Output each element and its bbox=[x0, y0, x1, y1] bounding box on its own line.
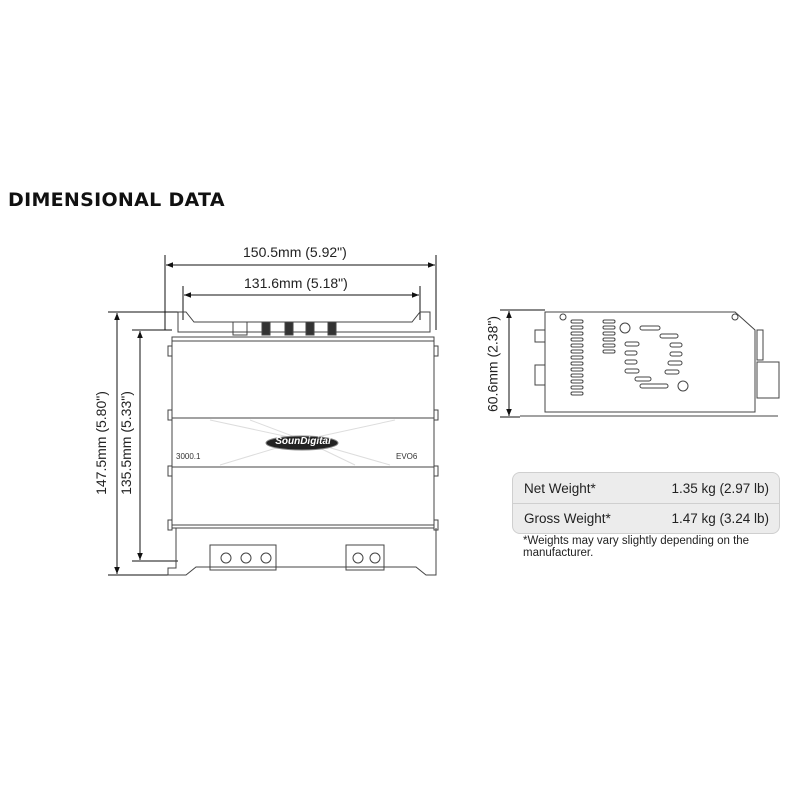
overall-width-label: 150.5mm (5.92") bbox=[243, 244, 347, 260]
series-label: EVO6 bbox=[396, 452, 418, 461]
body-width-label: 131.6mm (5.18") bbox=[244, 275, 348, 291]
model-label: 3000.1 bbox=[176, 452, 201, 461]
weight-value: 1.47 kg (3.24 lb) bbox=[671, 511, 769, 526]
weight-label: Net Weight* bbox=[524, 480, 596, 496]
weights-table bbox=[512, 472, 780, 534]
overall-length-label: 147.5mm (5.80") bbox=[93, 391, 109, 495]
brand-logo: SounDigital bbox=[275, 436, 331, 447]
page-title: DIMENSIONAL DATA bbox=[8, 189, 225, 211]
vent-slots bbox=[571, 320, 682, 395]
weight-value: 1.35 kg (2.97 lb) bbox=[671, 480, 769, 496]
weight-label: Gross Weight* bbox=[524, 511, 611, 526]
amplifier-side-view bbox=[520, 312, 779, 416]
body-length-label: 135.5mm (5.33") bbox=[118, 391, 134, 495]
weight-row-net bbox=[513, 473, 779, 503]
weight-row-gross bbox=[513, 503, 779, 533]
weights-footnote: *Weights may vary slightly depending on the manufacturer. bbox=[523, 535, 750, 559]
height-label: 60.6mm (2.38") bbox=[484, 316, 501, 413]
